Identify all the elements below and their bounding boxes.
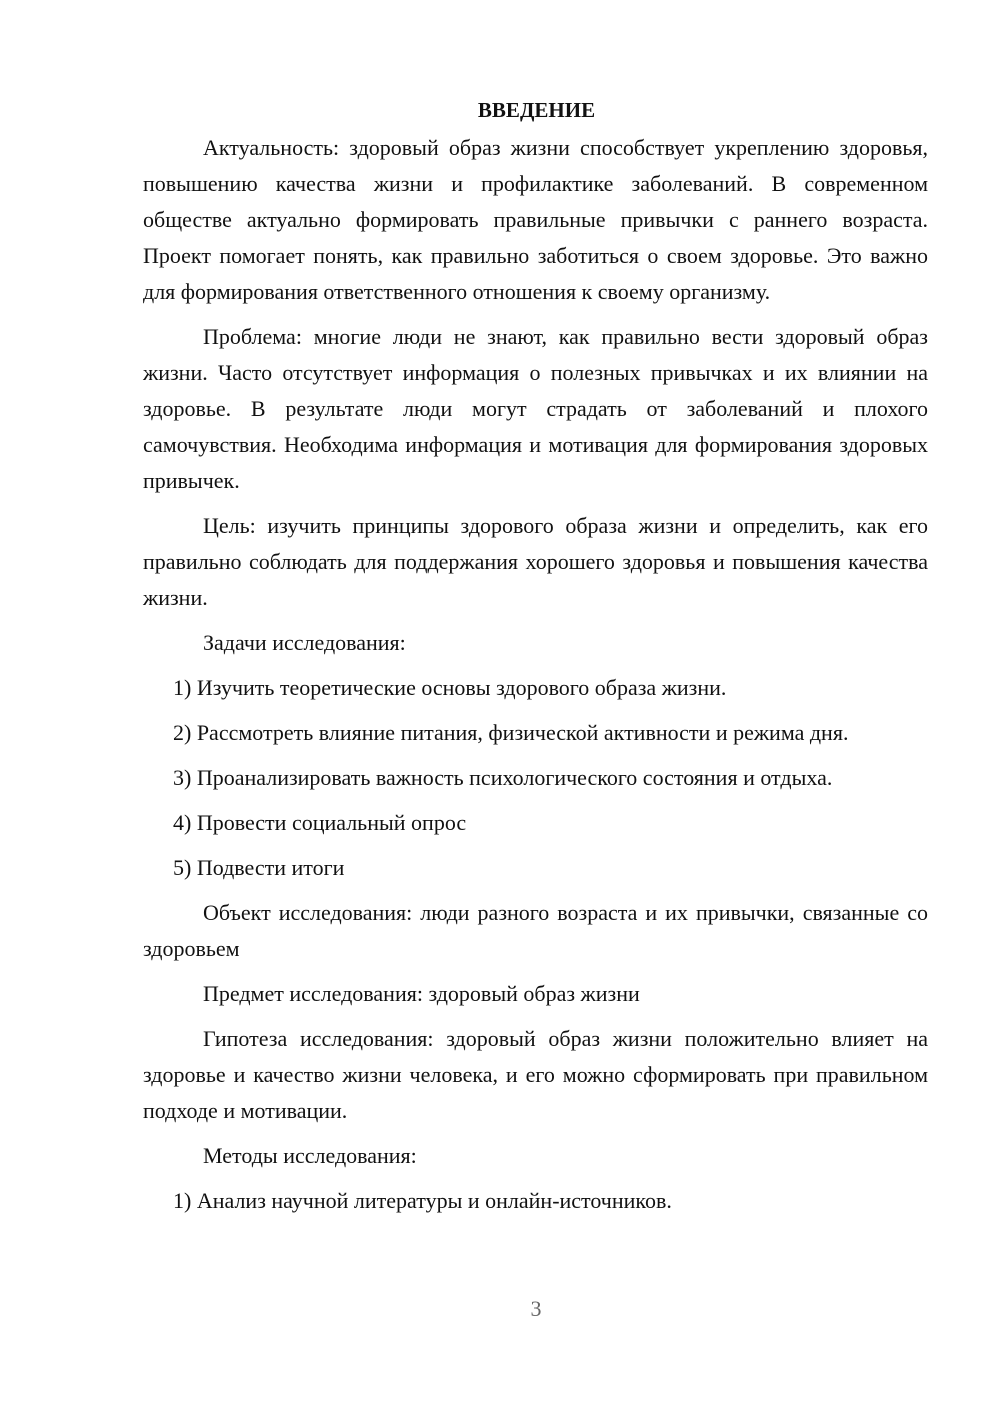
task-item-2: 2) Рассмотреть влияние питания, физической активности и режима дня. xyxy=(173,720,849,745)
relevance-paragraph: Актуальность: здоровый образ жизни способствует укреплению здоровья, повышению качества жизни и профилактике заболеваний. В современном обществе актуально формировать правильные привычки с раннего возраста. Проект помогает понять, как правильно заботиться о своем здоровье. Это важно для формирования ответственного отношения к своему организму. xyxy=(143,135,928,304)
goal-paragraph: Цель: изучить принципы здорового образа жизни и определить, как его правильно соблюдать для поддержания хорошего здоровья и повышения качества жизни. xyxy=(143,513,928,610)
task-item-1: 1) Изучить теоретические основы здорового образа жизни. xyxy=(173,675,727,700)
subject-paragraph: Предмет исследования: здоровый образ жизни xyxy=(203,981,640,1006)
method-item-1: 1) Анализ научной литературы и онлайн-источников. xyxy=(173,1188,672,1213)
object-paragraph: Объект исследования: люди разного возраста и их привычки, связанные со здоровьем xyxy=(143,900,928,961)
tasks-heading: Задачи исследования: xyxy=(203,630,406,655)
hypothesis-paragraph: Гипотеза исследования: здоровый образ жизни положительно влияет на здоровье и качество жизни человека, и его можно сформировать при правильном подходе и мотивации. xyxy=(143,1026,928,1123)
document-page xyxy=(143,92,928,1228)
task-item-4: 4) Провести социальный опрос xyxy=(173,810,467,835)
methods-heading: Методы исследования: xyxy=(203,1143,417,1168)
task-item-3: 3) Проанализировать важность психологического состояния и отдыха. xyxy=(173,765,833,790)
page-title: ВВЕДЕНИЕ xyxy=(477,98,596,122)
problem-paragraph: Проблема: многие люди не знают, как правильно вести здоровый образ жизни. Часто отсутствует информация о полезных привычках и их влиянии на здоровье. В результате люди могут страдать от заболеваний и плохого самочувствия. Необходима информация и мотивация для формирования здоровых привычек. xyxy=(143,324,928,493)
task-item-5: 5) Подвести итоги xyxy=(173,855,345,880)
page-number: 3 xyxy=(530,1296,542,1321)
